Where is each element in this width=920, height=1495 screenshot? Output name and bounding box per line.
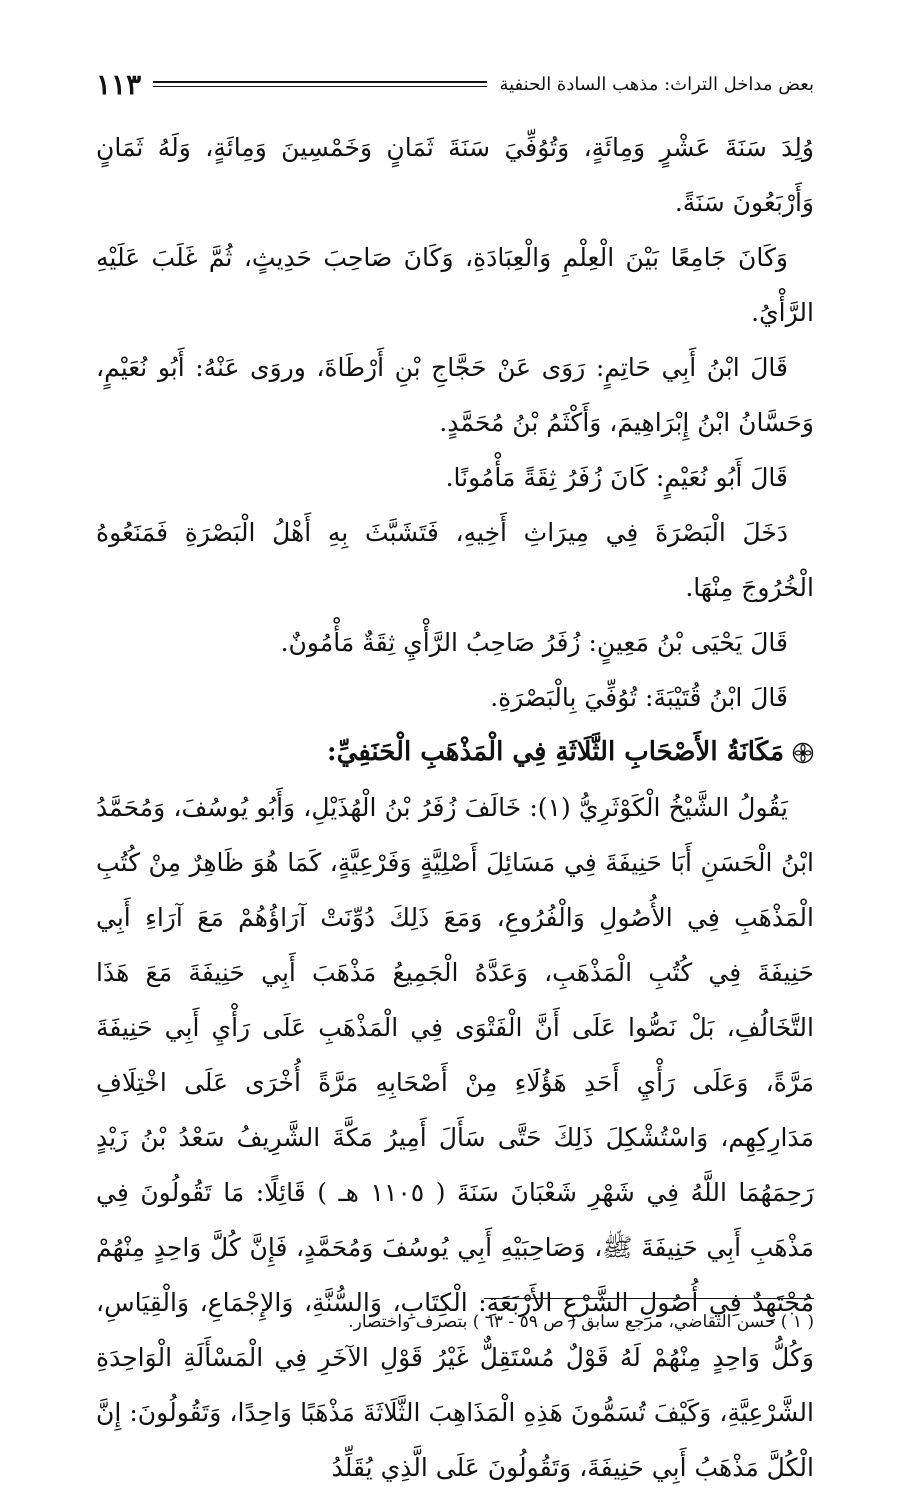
paragraph-kawthari: يَقُولُ الشَّيْخُ الْكَوْثَرِيُّ (١): خَالَفَ زُفَرُ بْنُ الْهُذَيْلِ، وَأَبُو يُوسُفَ، وَمُحَمَّدُ ابْنُ الْحَسَنِ أَبَا حَنِيفَةَ فِي مَسَائِلَ أَصْلِيَّةٍ وَفَرْعِيَّةٍ، كَمَا هُوَ ظَاهِرٌ مِنْ كُتُبِ الْمَذْهَبِ فِي الأُصُولِ وَالْفُرُوعِ، وَمَعَ ذَلِكَ دُوِّنَتْ آرَاؤُهُمْ مَعَ آرَاءِ أَبِي حَنِيفَةَ فِي كُتُبِ الْمَذْهَبِ، وَعَدَّهُ الْجَمِيعُ مَذْهَبَ أَبِي حَنِيفَةَ مَعَ هَذَا التَّخَالُفِ، بَلْ نَصُّوا عَلَى أَنَّ الْفَتْوَى فِي الْمَذْهَبِ عَلَى رَأْيِ أَبِي حَنِيفَةَ مَرَّةً، وَعَلَى رَأْيِ أَحَدِ هَؤُلَاءِ مِنْ أَصْحَابِهِ مَرَّةً أُخْرَى عَلَى اخْتِلَافِ مَدَارِكِهِم، وَاسْتُشْكِلَ ذَلِكَ حَتَّى سَأَلَ أَمِيرُ مَكَّةَ الشَّرِيفُ سَعْدُ بْنُ زَيْدٍ رَحِمَهُمَا اللَّهُ فِي شَهْرِ شَعْبَانَ سَنَةَ ( ١١٠٥ هـ ) قَائِلًا: مَا تَقُولُونَ فِي مَذْهَبِ أَبِي حَنِيفَةَ ﷺ، وَصَاحِبَيْهِ أَبِي يُوسُفَ وَمُحَمَّدٍ، فَإِنَّ كُلَّ وَاحِدٍ مِنْهُمْ مُجْتَهِدٌ فِي أُصُولِ الشَّرْعِ الأَرْبَعَةِ: الْكِتَابِ، وَالسُّنَّةِ، وَالإِجْمَاعِ، وَالْقِيَاسِ، وَكُلُّ وَاحِدٍ مِنْهُمْ لَهُ قَوْلٌ مُسْتَقِلٌّ غَيْرُ قَوْلِ الآخَرِ فِي الْمَسْأَلَةِ الْوَاحِدَةِ الشَّرْعِيَّةِ، وَكَيْفَ تُسَمُّونَ هَذِهِ الْمَذَاهِبَ الثَّلَاثَةَ مَذْهَبًا وَاحِدًا، وَتَقُولُونَ: إِنَّ الْكُلَّ مَذْهَبُ أَبِي حَنِيفَةَ، وَتَقُولُونَ عَلَى الَّذِي يُقَلِّدُ [96,793,814,1482]
flower-ornament-icon [792,742,814,764]
running-header [96,66,814,102]
paragraph-ibn-qutayba: قَالَ ابْنُ قُتَيْبَةَ: تُوُفِّيَ بِالْبَصْرَةِ. [490,683,788,712]
footnote: ( ١ ) حسن التقاضي، مرجع سابق ( ص ٥٩ - ٦٣ ) بتصرف واختصار. [348,1312,814,1332]
footnote-divider [484,1298,814,1299]
page-number: ١١٣ [96,67,142,101]
section-heading-text: مَكَانَةُ الأَصْحَابِ الثَّلَاثَةِ فِي الْمَذْهَبِ الْحَنَفِيِّ: [327,737,784,767]
header-title: بعض مداخل التراث: مذهب السادة الحنفية [499,73,814,95]
paragraph-abu-nuaym: قَالَ أَبُو نُعَيْمٍ: كَانَ زُفَرُ ثِقَةً مَأْمُونًا. [445,463,788,492]
paragraph-birth: وُلِدَ سَنَةَ عَشْرٍ وَمِائَةٍ، وَتُوُفِّيَ سَنَةَ ثَمَانٍ وَخَمْسِينَ وَمِائَةٍ، وَلَهُ ثَمَانٍ وَأَرْبَعُونَ سَنَةً. [96,133,814,217]
paragraph-yahya: قَالَ يَحْيَى بْنُ مَعِينٍ: زُفَرُ صَاحِبُ الرَّأْيِ ثِقَةٌ مَأْمُونٌ. [280,628,788,657]
header-rule [153,81,487,87]
body-text [96,120,814,1495]
paragraph-ibn-abi-hatim: قَالَ ابْنُ أَبِي حَاتِمٍ: رَوَى عَنْ حَجَّاجِ بْنِ أَرْطَاةَ، وروَى عَنْهُ: أَبُو نُعَيْمٍ، وَحَسَّانُ ابْنُ إِبْرَاهِيمَ، وَأَكْثَمُ بْنُ مُحَمَّدٍ. [96,353,814,437]
section-heading [96,725,814,780]
paragraph-basra: دَخَلَ الْبَصْرَةَ فِي مِيرَاثِ أَخِيهِ، فَتَشَبَّثَ بِهِ أَهْلُ الْبَصْرَةِ فَمَنَعُوهُ الْخُرُوجَ مِنْهَا. [96,518,814,602]
paragraph-knowledge: وَكَانَ جَامِعًا بَيْنَ الْعِلْمِ وَالْعِبَادَةِ، وَكَانَ صَاحِبَ حَدِيثٍ، ثُمَّ غَلَبَ عَلَيْهِ الرَّأْيُ. [96,243,814,327]
